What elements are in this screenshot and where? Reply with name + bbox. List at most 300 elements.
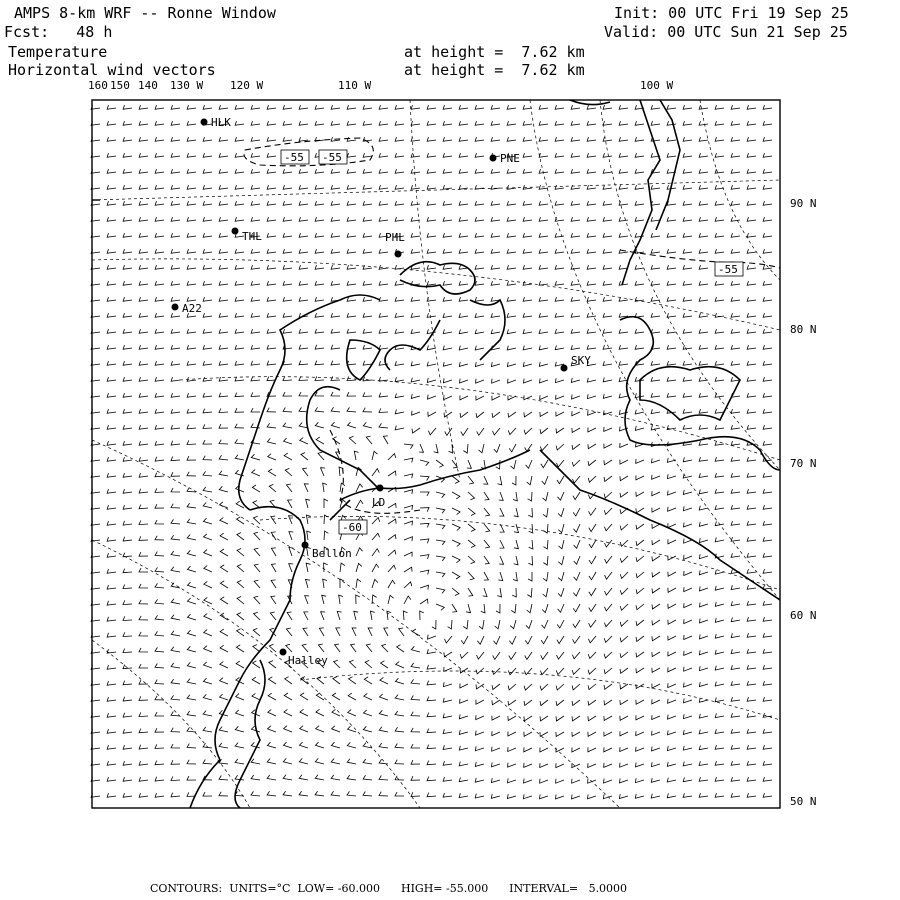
wind-barb — [316, 709, 324, 716]
wind-barb — [123, 521, 132, 525]
wind-barb — [318, 644, 324, 652]
wind-barb — [523, 313, 532, 317]
wind-barb — [604, 732, 612, 736]
wind-barb — [285, 677, 292, 684]
contour-legend: CONTOURS: UNITS=°C LOW= -60.000 HIGH= -55.000 INTERVAL= 5.0000 — [150, 882, 628, 895]
wind-barb — [460, 699, 468, 704]
wind-barb — [652, 636, 660, 641]
wind-barb — [299, 169, 308, 173]
wind-barb — [254, 580, 260, 588]
wind-barb — [366, 436, 372, 444]
wind-barb — [460, 668, 468, 673]
wind-barb — [404, 567, 412, 572]
wind-barb — [171, 329, 180, 333]
station-marker — [280, 649, 287, 656]
wind-barb — [747, 345, 756, 349]
wind-barb — [523, 346, 532, 350]
wind-barb — [427, 137, 436, 141]
wind-barb — [604, 410, 613, 414]
lon-label: 150 — [110, 79, 130, 92]
wind-barb — [636, 476, 644, 480]
wind-barb — [492, 412, 500, 417]
wind-barb — [636, 715, 644, 720]
wind-barb — [763, 329, 772, 333]
wind-barb — [763, 649, 772, 653]
wind-barb — [379, 153, 388, 157]
lat-label: 50 N — [790, 795, 817, 808]
wind-barb — [683, 746, 692, 750]
wind-barb — [347, 249, 356, 253]
wind-barb — [636, 524, 644, 529]
wind-barb — [747, 233, 756, 237]
wind-barb — [763, 137, 772, 141]
wind-barb — [731, 425, 740, 429]
wind-barb — [251, 265, 260, 269]
wind-barb — [475, 233, 484, 237]
wind-barb — [395, 169, 404, 173]
wind-barb — [588, 476, 596, 482]
wind-barb — [107, 265, 116, 269]
wind-barb — [331, 775, 340, 780]
wind-barb — [187, 614, 196, 620]
wind-barb — [267, 105, 276, 109]
wind-barb — [604, 716, 612, 721]
wind-barb — [271, 596, 276, 604]
wind-barb — [139, 217, 148, 221]
wind-barb — [507, 201, 516, 205]
wind-barb — [543, 492, 549, 501]
wind-barb — [187, 105, 196, 109]
wind-barb — [203, 361, 212, 365]
wind-barb — [395, 410, 404, 414]
wind-barb — [572, 444, 580, 449]
wind-barb — [315, 313, 324, 317]
wind-barb — [411, 728, 420, 732]
wind-barb — [219, 471, 228, 476]
wind-barb — [475, 137, 484, 141]
wind-barb — [155, 744, 164, 748]
wind-barb — [271, 580, 276, 588]
wind-barb — [715, 650, 724, 654]
wind-barb — [524, 428, 532, 434]
wind-barb — [404, 537, 412, 541]
wind-barb — [354, 451, 358, 460]
wind-barb — [508, 747, 516, 751]
wind-barb — [523, 201, 532, 205]
wind-barb — [237, 564, 244, 572]
wind-barb — [268, 677, 276, 684]
wind-barb — [363, 217, 372, 221]
wind-barb — [651, 794, 660, 798]
wind-barb — [684, 523, 693, 527]
wind-barb — [652, 572, 660, 577]
wind-barb — [484, 524, 490, 532]
wind-barb — [139, 425, 148, 429]
wind-barb — [219, 727, 228, 732]
wind-barb — [715, 473, 724, 477]
wind-barb — [219, 313, 228, 317]
wind-barb — [541, 652, 548, 659]
wind-barb — [139, 249, 148, 253]
wind-barb — [763, 505, 772, 509]
wind-barb — [235, 265, 244, 269]
wind-barb — [171, 615, 180, 620]
wind-barb — [668, 730, 677, 734]
wind-barb — [267, 361, 276, 365]
wind-barb — [651, 121, 660, 125]
wind-barb — [123, 233, 132, 237]
wind-barb — [171, 441, 180, 445]
wind-barb — [683, 474, 692, 478]
wind-barb — [731, 697, 740, 701]
wind-barb — [699, 490, 708, 494]
wind-barb — [620, 524, 628, 530]
station-label: Bellon — [312, 547, 352, 560]
wind-barb — [484, 508, 490, 516]
wind-barb — [331, 407, 340, 412]
wind-barb — [668, 507, 676, 511]
wind-barb — [619, 105, 628, 109]
wind-barb — [436, 524, 445, 529]
wind-barb — [763, 793, 772, 797]
wind-barb — [171, 777, 180, 781]
wind-barb — [541, 636, 548, 644]
station-group — [172, 116, 592, 667]
wind-barb — [139, 281, 148, 285]
wind-barb — [508, 763, 516, 767]
wind-barb — [187, 169, 196, 173]
wind-barb — [155, 712, 164, 716]
wind-barb — [187, 440, 196, 444]
wind-barb — [652, 604, 660, 609]
wind-barb — [123, 185, 132, 189]
wind-barb — [555, 137, 564, 141]
wind-barb — [483, 588, 487, 597]
wind-barb — [123, 425, 132, 429]
wind-barb — [604, 700, 612, 705]
wind-barb — [572, 395, 581, 400]
wind-barb — [699, 745, 708, 749]
wind-barb — [635, 426, 644, 430]
wind-barb — [171, 361, 180, 365]
wind-barb — [139, 233, 148, 237]
wind-barb — [683, 297, 692, 301]
wind-barb — [395, 792, 404, 796]
wind-barb — [508, 778, 517, 782]
wind-barb — [139, 745, 148, 749]
wind-barb — [635, 410, 644, 414]
wind-barb — [539, 281, 548, 285]
wind-barb — [683, 201, 692, 205]
wind-barb — [187, 487, 196, 492]
wind-barb — [572, 732, 580, 736]
station-marker — [172, 304, 179, 311]
wind-barb — [452, 572, 460, 579]
wind-barb — [404, 552, 412, 556]
wind-barb — [187, 233, 196, 237]
wind-barb — [452, 540, 460, 547]
wind-barb — [604, 427, 612, 431]
wind-barb — [315, 121, 324, 125]
wind-barb — [556, 779, 564, 783]
lat-label: 70 N — [790, 457, 817, 470]
wind-barb — [171, 409, 180, 413]
wind-barb — [731, 505, 740, 509]
wind-barb — [155, 361, 164, 365]
wind-barb — [283, 201, 292, 205]
wind-barb — [731, 201, 740, 205]
wind-barb — [219, 201, 228, 205]
wind-barb — [668, 652, 676, 657]
wind-barb — [379, 345, 388, 349]
wind-barb — [763, 633, 772, 637]
wind-barb — [268, 710, 276, 717]
wind-barb — [379, 710, 388, 716]
wind-barb — [603, 378, 612, 382]
wind-barb — [187, 630, 196, 636]
wind-barb — [603, 217, 612, 221]
wind-barb — [299, 345, 308, 349]
wind-barb — [251, 361, 260, 365]
wind-barb — [107, 777, 116, 781]
wind-barb — [123, 793, 132, 797]
wind-barb — [107, 425, 116, 429]
wind-barb — [306, 563, 310, 572]
wind-barb — [509, 444, 516, 452]
wind-barb — [523, 297, 532, 301]
wind-barb — [123, 489, 132, 493]
wind-barb — [251, 408, 260, 412]
wind-barb — [468, 540, 475, 548]
wind-barb — [491, 233, 500, 237]
wind-barb — [667, 233, 676, 237]
wind-barb — [107, 345, 116, 349]
wind-barb — [269, 484, 276, 492]
wind-barb — [253, 661, 261, 668]
wind-barb — [604, 652, 612, 658]
wind-barb — [107, 745, 116, 749]
wind-barb — [540, 763, 548, 767]
wind-barb — [235, 329, 244, 333]
temperature-contours — [244, 138, 780, 513]
wind-barb — [107, 697, 116, 701]
wind-barb — [420, 460, 429, 466]
wind-barb — [254, 596, 260, 604]
wind-barb — [747, 409, 756, 413]
wind-barb — [747, 697, 756, 701]
wind-barb — [445, 636, 453, 643]
wind-barb — [651, 778, 660, 782]
wind-barb — [219, 281, 228, 285]
wind-barb — [524, 716, 532, 721]
wind-barb — [395, 426, 404, 430]
wind-barb — [667, 361, 676, 365]
wind-barb — [667, 746, 676, 751]
wind-barb — [459, 249, 468, 253]
wind-barb — [315, 185, 324, 189]
wind-barb — [508, 428, 516, 435]
wind-barb — [604, 763, 612, 768]
wind-barb — [420, 599, 428, 604]
wind-barb — [203, 233, 212, 237]
wind-barb — [171, 297, 180, 301]
wind-barb — [524, 379, 533, 383]
wind-barb — [203, 201, 212, 205]
wind-barb — [283, 297, 292, 301]
wind-barb — [347, 297, 356, 301]
wind-barb — [763, 601, 772, 605]
wind-barb — [300, 438, 308, 445]
wind-barb — [491, 137, 500, 141]
wind-barb — [267, 423, 276, 428]
wind-barb — [731, 761, 740, 765]
wind-barb — [267, 249, 276, 253]
wind-barb — [668, 539, 676, 544]
wind-barb — [556, 684, 564, 690]
wind-barb — [219, 249, 228, 253]
wind-barb — [475, 265, 484, 269]
wind-barb — [571, 137, 580, 141]
wind-barb — [651, 762, 660, 766]
wind-barb — [443, 201, 452, 205]
wind-barb — [571, 217, 580, 221]
wind-barb — [283, 217, 292, 221]
wind-barb — [747, 777, 756, 781]
wind-barb — [432, 620, 436, 629]
wind-barb — [492, 396, 500, 400]
wind-barb — [237, 597, 244, 605]
wind-barb — [155, 777, 164, 781]
wind-barb — [363, 329, 372, 333]
wind-barb — [187, 281, 196, 285]
wind-barb — [715, 489, 724, 493]
wind-barb — [452, 604, 457, 612]
wind-barb — [381, 661, 389, 668]
wind-barb — [574, 572, 580, 580]
wind-barb — [315, 265, 324, 269]
wind-barb — [635, 265, 644, 269]
wind-barb — [571, 329, 580, 333]
wind-barb — [411, 663, 420, 668]
wind-barb — [187, 760, 196, 764]
wind-barb — [620, 443, 628, 448]
wind-barb — [379, 743, 388, 748]
wind-barb — [395, 776, 404, 780]
wind-barb — [683, 361, 692, 365]
wind-barb — [287, 612, 292, 620]
wind-barb — [363, 775, 372, 780]
wind-barb — [380, 694, 389, 700]
wind-barb — [558, 588, 564, 597]
wind-barb — [203, 727, 212, 732]
wind-barb — [187, 409, 196, 413]
wind-barb — [388, 595, 394, 604]
wind-barb — [651, 409, 660, 413]
wind-barb — [251, 329, 260, 333]
wind-barb — [299, 201, 308, 205]
wind-barb — [187, 744, 196, 748]
wind-barb — [526, 460, 532, 468]
wind-barb — [299, 249, 308, 253]
wind-barb — [459, 185, 468, 189]
wind-barb — [555, 281, 564, 285]
wind-barb — [684, 587, 692, 592]
wind-barb — [620, 620, 628, 626]
wind-barb — [571, 297, 580, 301]
wind-barb — [668, 491, 677, 495]
wind-barb — [304, 484, 309, 492]
wind-barb — [252, 485, 260, 492]
wind-barb — [235, 185, 244, 189]
wind-barb — [587, 201, 596, 205]
wind-barb — [171, 567, 180, 572]
wind-barb — [557, 620, 564, 628]
wind-barb — [668, 556, 676, 561]
wind-barb — [427, 169, 436, 173]
wind-barb — [411, 249, 420, 253]
wind-barb — [763, 217, 772, 221]
wind-barb — [731, 537, 740, 541]
wind-barb — [495, 620, 500, 629]
wind-barb — [699, 793, 708, 797]
wind-barb — [379, 727, 388, 732]
wind-barb — [219, 409, 228, 413]
wind-barb — [267, 137, 276, 141]
wind-barb — [187, 695, 196, 700]
wind-barb — [683, 217, 692, 221]
wind-barb — [651, 201, 660, 205]
wind-barb — [652, 620, 660, 625]
wind-barb — [363, 422, 372, 428]
wind-barb — [123, 745, 132, 749]
wind-barb — [331, 217, 340, 221]
wind-barb — [494, 636, 501, 644]
wind-barb — [587, 394, 596, 398]
wind-barb — [171, 535, 180, 540]
wind-barb — [652, 715, 660, 719]
wind-barb — [763, 553, 772, 557]
wind-barb — [443, 121, 452, 125]
wind-barb — [683, 169, 692, 173]
wind-barb — [636, 747, 644, 752]
wind-barb — [171, 695, 180, 700]
wind-barb — [107, 569, 116, 573]
wind-barb — [651, 361, 660, 365]
wind-barb — [763, 697, 772, 701]
wind-barb — [763, 521, 772, 525]
wind-barb — [299, 121, 308, 125]
wind-barb — [459, 121, 468, 125]
wind-barb — [651, 393, 660, 397]
wind-barb — [363, 105, 372, 109]
wind-barb — [427, 313, 436, 317]
wind-barb — [388, 580, 395, 588]
wind-barb — [587, 297, 596, 301]
wind-barb — [434, 444, 438, 453]
wind-barb — [171, 631, 180, 636]
wind-barb — [459, 217, 468, 221]
wind-barb — [299, 233, 308, 237]
wind-barb — [107, 553, 116, 557]
wind-barb — [299, 105, 308, 109]
station-marker — [561, 365, 568, 372]
wind-barb — [171, 217, 180, 221]
wind-barb — [139, 729, 148, 733]
wind-barb — [139, 329, 148, 333]
wind-barb — [459, 746, 468, 750]
wind-barb — [683, 313, 692, 317]
wind-barb — [747, 121, 756, 125]
